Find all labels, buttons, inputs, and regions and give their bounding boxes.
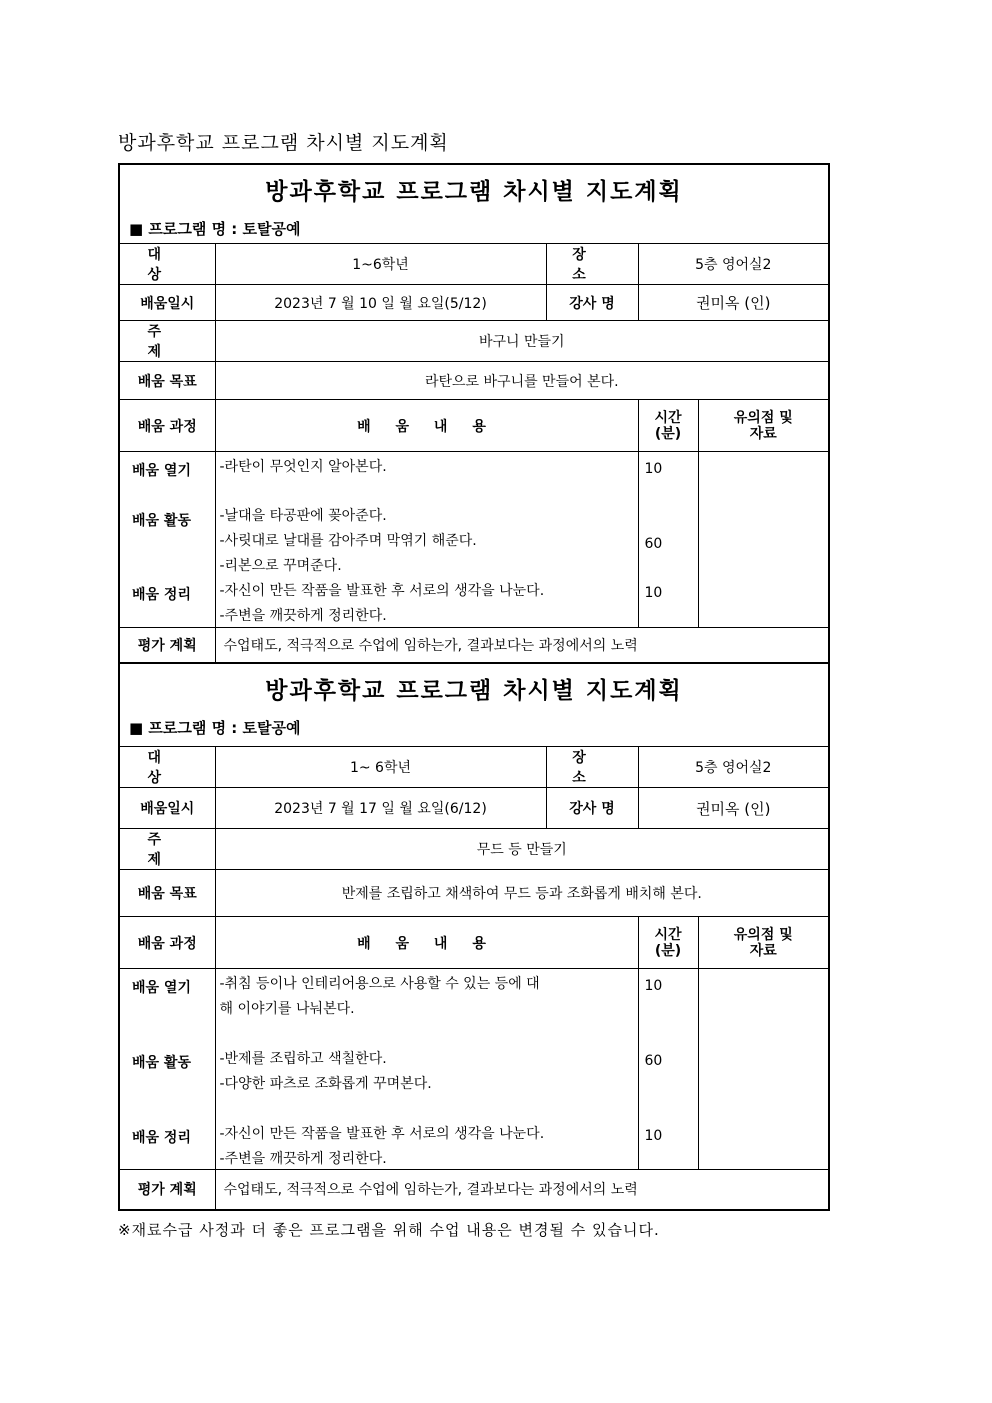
date-label: 배움일시 [119, 285, 215, 321]
date-value: 2023년 7 월 10 일 월 요일(5/12) [215, 285, 546, 321]
activity-line: -반제를 조립하고 색칠한다. [219, 1051, 387, 1067]
wrap-line: -자신이 만든 작품을 발표한 후 서로의 생각을 나눈다. [219, 1126, 545, 1142]
content-lines [215, 452, 638, 628]
program-name: ■ 프로그램 명 : 토탈공예 [129, 719, 301, 737]
target-label: 대 상 [119, 244, 215, 285]
open-line: 해 이야기를 나눠본다. [219, 1001, 355, 1017]
eval-value: 수업태도, 적극적으로 수업에 임하는가, 결과보다는 과정에서의 노력 [215, 628, 829, 663]
place-value: 5층 영어실2 [638, 747, 829, 788]
notes-cell [698, 969, 829, 1170]
lesson-plan-table-1 [118, 163, 830, 664]
plan-header [119, 663, 829, 747]
stage-wrap: 배움 정리 [132, 1130, 191, 1146]
activity-line: -날대을 타공판에 꽂아준다. [219, 508, 387, 524]
topic-label: 주 제 [119, 829, 215, 870]
process-stages [119, 452, 215, 628]
time-values [638, 452, 698, 628]
time-values [638, 969, 698, 1170]
topic-label: 주 제 [119, 321, 215, 362]
time-label: 시간 (분) [638, 917, 698, 969]
goal-value: 반제를 조립하고 채색하여 무드 등과 조화롭게 배치해 본다. [215, 870, 829, 917]
target-label: 대 상 [119, 747, 215, 788]
target-value: 1~6학년 [215, 244, 546, 285]
topic-value: 무드 등 만들기 [215, 829, 829, 870]
lesson-plan-table-2 [118, 662, 830, 1211]
footer-note: ※재료수급 사정과 더 좋은 프로그램을 위해 수업 내용은 변경될 수 있습니다. [118, 1221, 660, 1239]
plan-title: 방과후학교 프로그램 차시별 지도계획 [265, 179, 683, 205]
activity-line: -사릿대로 날대를 감아주며 막엮기 해준다. [219, 533, 477, 549]
goal-label: 배움 목표 [119, 870, 215, 917]
activity-line: -다양한 파츠로 조화롭게 꾸며본다. [219, 1076, 432, 1092]
eval-label: 평가 계획 [119, 628, 215, 663]
plan-title: 방과후학교 프로그램 차시별 지도계획 [265, 678, 683, 704]
stage-activity: 배움 활동 [132, 1055, 191, 1071]
target-value: 1~ 6학년 [215, 747, 546, 788]
process-label: 배움 과정 [119, 917, 215, 969]
notes-cell [698, 452, 829, 628]
content-label: 배 움 내 용 [215, 400, 638, 452]
place-label: 장 소 [546, 747, 638, 788]
goal-value: 라탄으로 바구니를 만들어 본다. [215, 362, 829, 400]
notes-label: 유의점 및 자료 [698, 400, 829, 452]
time-activity: 60 [644, 1053, 663, 1069]
place-value: 5층 영어실2 [638, 244, 829, 285]
wrap-line: -주변을 깨끗하게 정리한다. [219, 1151, 387, 1167]
open-line: -라탄이 무엇인지 알아본다. [219, 459, 387, 475]
activity-line: -리본으로 꾸며준다. [219, 558, 342, 574]
stage-activity: 배움 활동 [132, 513, 191, 529]
process-stages [119, 969, 215, 1170]
time-wrap: 10 [644, 1128, 663, 1144]
place-label: 장 소 [546, 244, 638, 285]
wrap-line: -주변을 깨끗하게 정리한다. [219, 608, 387, 624]
eval-value: 수업태도, 적극적으로 수업에 임하는가, 결과보다는 과정에서의 노력 [215, 1170, 829, 1210]
date-value: 2023년 7 월 17 일 월 요일(6/12) [215, 788, 546, 829]
notes-label: 유의점 및 자료 [698, 917, 829, 969]
process-label: 배움 과정 [119, 400, 215, 452]
stage-open: 배움 열기 [132, 980, 191, 996]
teacher-value: 권미옥 (인) [638, 285, 829, 321]
stage-wrap: 배움 정리 [132, 587, 191, 603]
date-label: 배움일시 [119, 788, 215, 829]
time-activity: 60 [644, 536, 663, 552]
time-label: 시간 (분) [638, 400, 698, 452]
time-open: 10 [644, 978, 663, 994]
open-line: -취침 등이나 인테리어용으로 사용할 수 있는 등에 대 [219, 976, 540, 992]
document-title: 방과후학교 프로그램 차시별 지도계획 [118, 132, 449, 154]
teacher-label: 강사 명 [546, 285, 638, 321]
content-label: 배 움 내 용 [215, 917, 638, 969]
teacher-value: 권미옥 (인) [638, 788, 829, 829]
eval-label: 평가 계획 [119, 1170, 215, 1210]
content-lines [215, 969, 638, 1170]
teacher-label: 강사 명 [546, 788, 638, 829]
wrap-line: -자신이 만든 작품을 발표한 후 서로의 생각을 나눈다. [219, 583, 545, 599]
topic-value: 바구니 만들기 [215, 321, 829, 362]
stage-open: 배움 열기 [132, 463, 191, 479]
goal-label: 배움 목표 [119, 362, 215, 400]
program-name: ■ 프로그램 명 : 토탈공예 [129, 220, 301, 238]
time-wrap: 10 [644, 585, 663, 601]
plan-header [119, 164, 829, 244]
time-open: 10 [644, 461, 663, 477]
